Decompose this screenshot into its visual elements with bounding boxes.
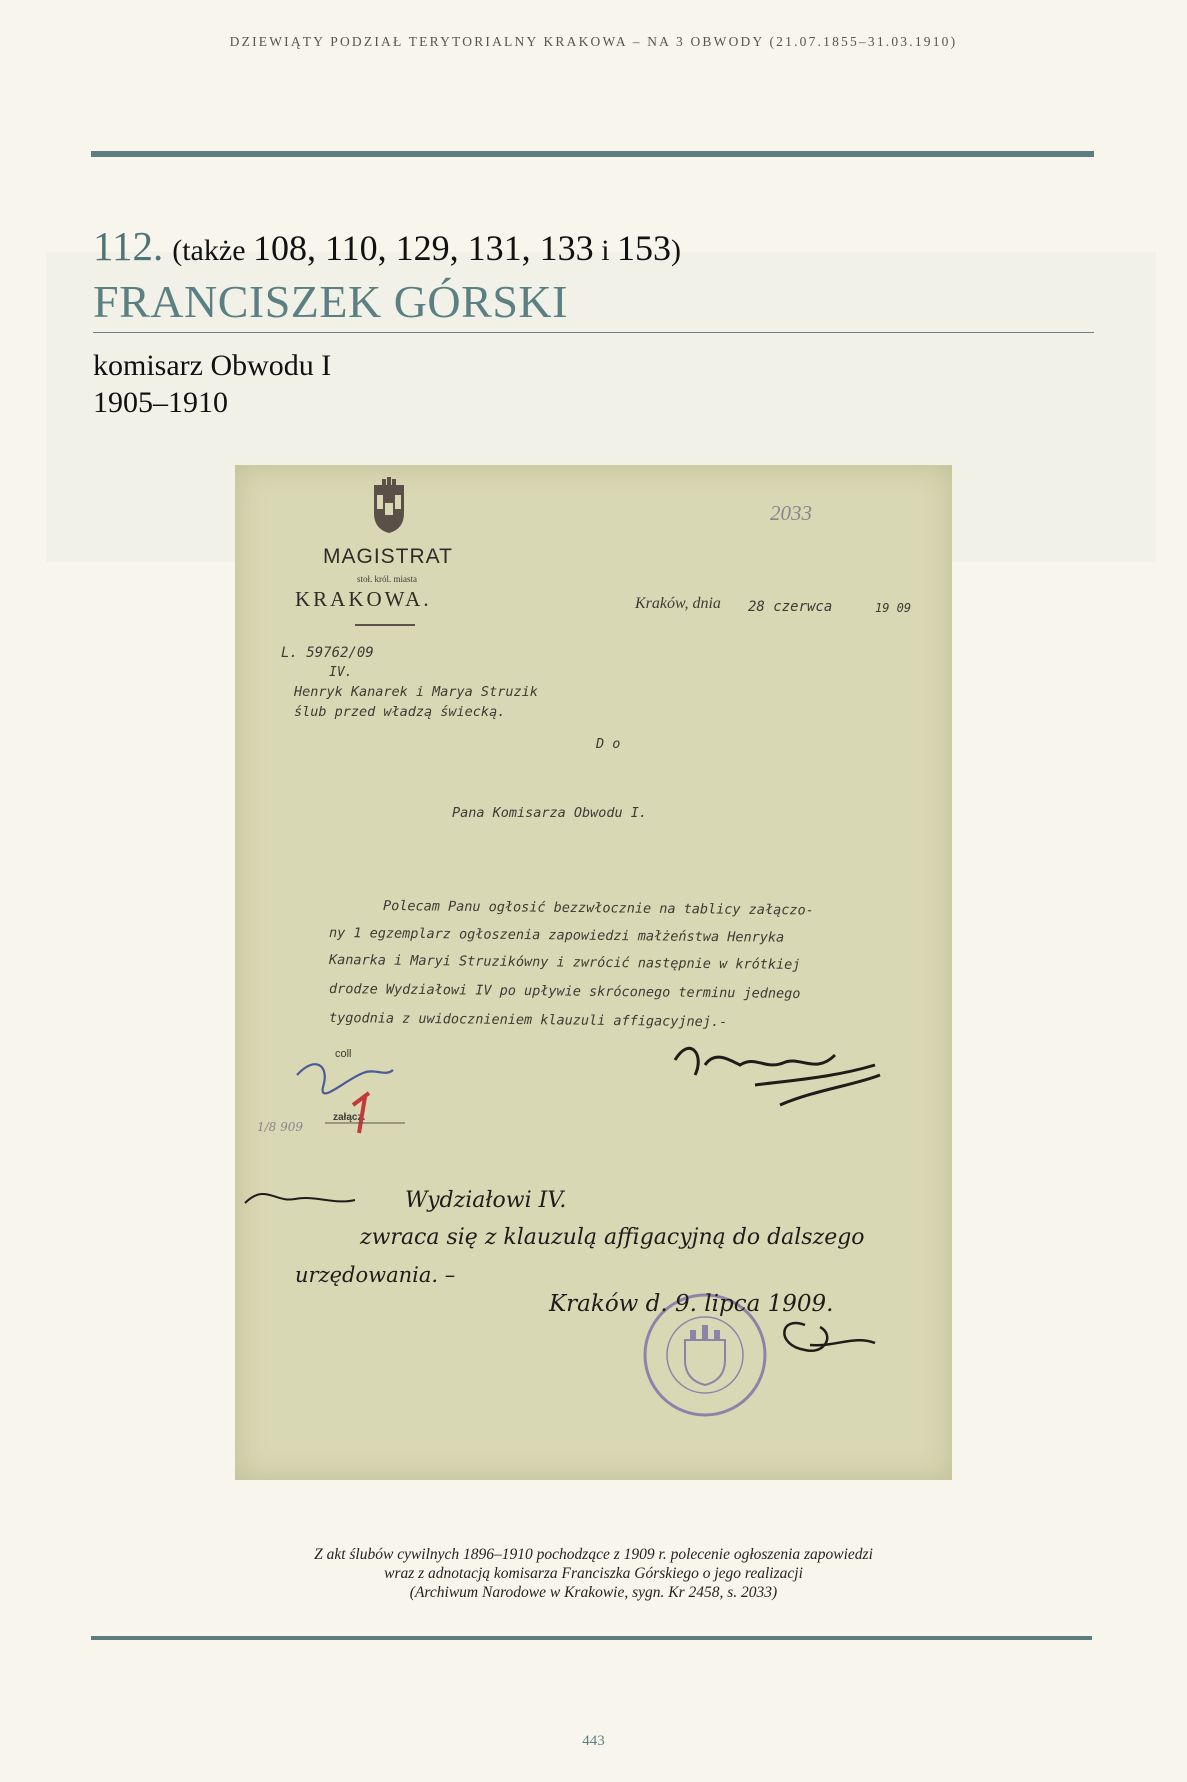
name-rule bbox=[93, 332, 1094, 333]
role: komisarz Obwodu I bbox=[93, 349, 332, 382]
body-line: Polecam Panu ogłosić bezzwłocznie na tablicy załączo- bbox=[382, 898, 814, 919]
page-number: 443 bbox=[582, 1733, 605, 1749]
also-refs: 108, 110, 129, 131, 133 bbox=[253, 228, 594, 268]
archival-document-image bbox=[235, 465, 952, 1480]
red-pencil-mark bbox=[353, 1093, 369, 1133]
person-name: FRANCISZEK GÓRSKI bbox=[93, 276, 568, 327]
letterhead-title: MAGISTRAT bbox=[323, 545, 453, 568]
reference-number: L. 59762/09 bbox=[281, 645, 374, 661]
handwriting-and-stamp-graphics bbox=[235, 465, 952, 1480]
subject-line-1: Henryk Kanarek i Marya Struzik bbox=[294, 684, 538, 700]
caption-line-2: wraz z adnotacją komisarza Franciszka Górskiego o jego realizacji bbox=[384, 1565, 803, 1582]
attachment-label: załącz. bbox=[333, 1112, 366, 1123]
also-last: 153 bbox=[617, 228, 672, 268]
entry-number: 112. bbox=[93, 223, 164, 269]
handwritten-date-small: 1/8 909 bbox=[257, 1120, 304, 1134]
bottom-rule bbox=[91, 1636, 1092, 1640]
caption-line-3: (Archiwum Narodowe w Krakowie, sygn. Kr 2458, s. 2033) bbox=[409, 1584, 778, 1601]
document-date: 28 czerwca bbox=[748, 599, 833, 615]
also-close: ) bbox=[671, 234, 682, 267]
department: IV. bbox=[329, 665, 353, 680]
handwriting-mark bbox=[245, 1194, 355, 1203]
commissar-signature bbox=[784, 1323, 875, 1351]
to-label: D o bbox=[596, 736, 621, 752]
body-line: Kanarka i Maryi Struzikówny i zwrócić następnie w krótkiej bbox=[328, 952, 801, 973]
official-signature bbox=[675, 1048, 880, 1105]
document-place: Kraków, dnia bbox=[635, 595, 721, 612]
handwritten-line-4: Kraków d. 9. lipca 1909. bbox=[549, 1291, 834, 1317]
entry-heading bbox=[93, 222, 681, 270]
also-open: (także bbox=[172, 234, 254, 267]
document-year: 19 09 bbox=[875, 601, 912, 615]
running-header: DZIEWIĄTY PODZIAŁ TERYTORIALNY KRAKOWA – NA 3 OBWODY (21.07.1855–31.03.1910) bbox=[229, 34, 958, 49]
also-conj: i bbox=[593, 234, 618, 267]
handwritten-line-3: urzędowania. – bbox=[295, 1263, 456, 1287]
body-line: tygodnia z uwidocznieniem klauzuli affigacyjnej.- bbox=[328, 1010, 728, 1031]
letterhead-subtitle: stoł. król. miasta bbox=[357, 574, 417, 584]
body-line: drodze Wydziałowi IV po upływie skróconego terminu jednego bbox=[328, 981, 801, 1002]
subject-line-2: ślub przed władzą świecką. bbox=[294, 704, 506, 720]
body-line: ny 1 egzemplarz ogłoszenia zapowiedzi małżeństwa Henryka bbox=[328, 925, 785, 946]
role-block bbox=[93, 347, 331, 421]
addressee: Pana Komisarza Obwodu I. bbox=[452, 805, 648, 821]
archive-page-number: 2033 bbox=[770, 501, 812, 525]
initials-signature bbox=[297, 1064, 393, 1093]
handwritten-line-2: zwraca się z klauzulą affigacyjną do dalszego bbox=[360, 1225, 865, 1250]
caption-line-1: Z akt ślubów cywilnych 1896–1910 pochodzące z 1909 r. polecenie ogłoszenia zapowiedzi bbox=[314, 1546, 873, 1563]
top-rule bbox=[91, 151, 1094, 157]
years: 1905–1910 bbox=[93, 386, 228, 419]
figure-caption bbox=[0, 1545, 1187, 1602]
handwritten-line-1: Wydziałowi IV. bbox=[405, 1188, 567, 1213]
coll-label: coll bbox=[335, 1048, 352, 1060]
letterhead-city: KRAKOWA. bbox=[295, 587, 432, 611]
